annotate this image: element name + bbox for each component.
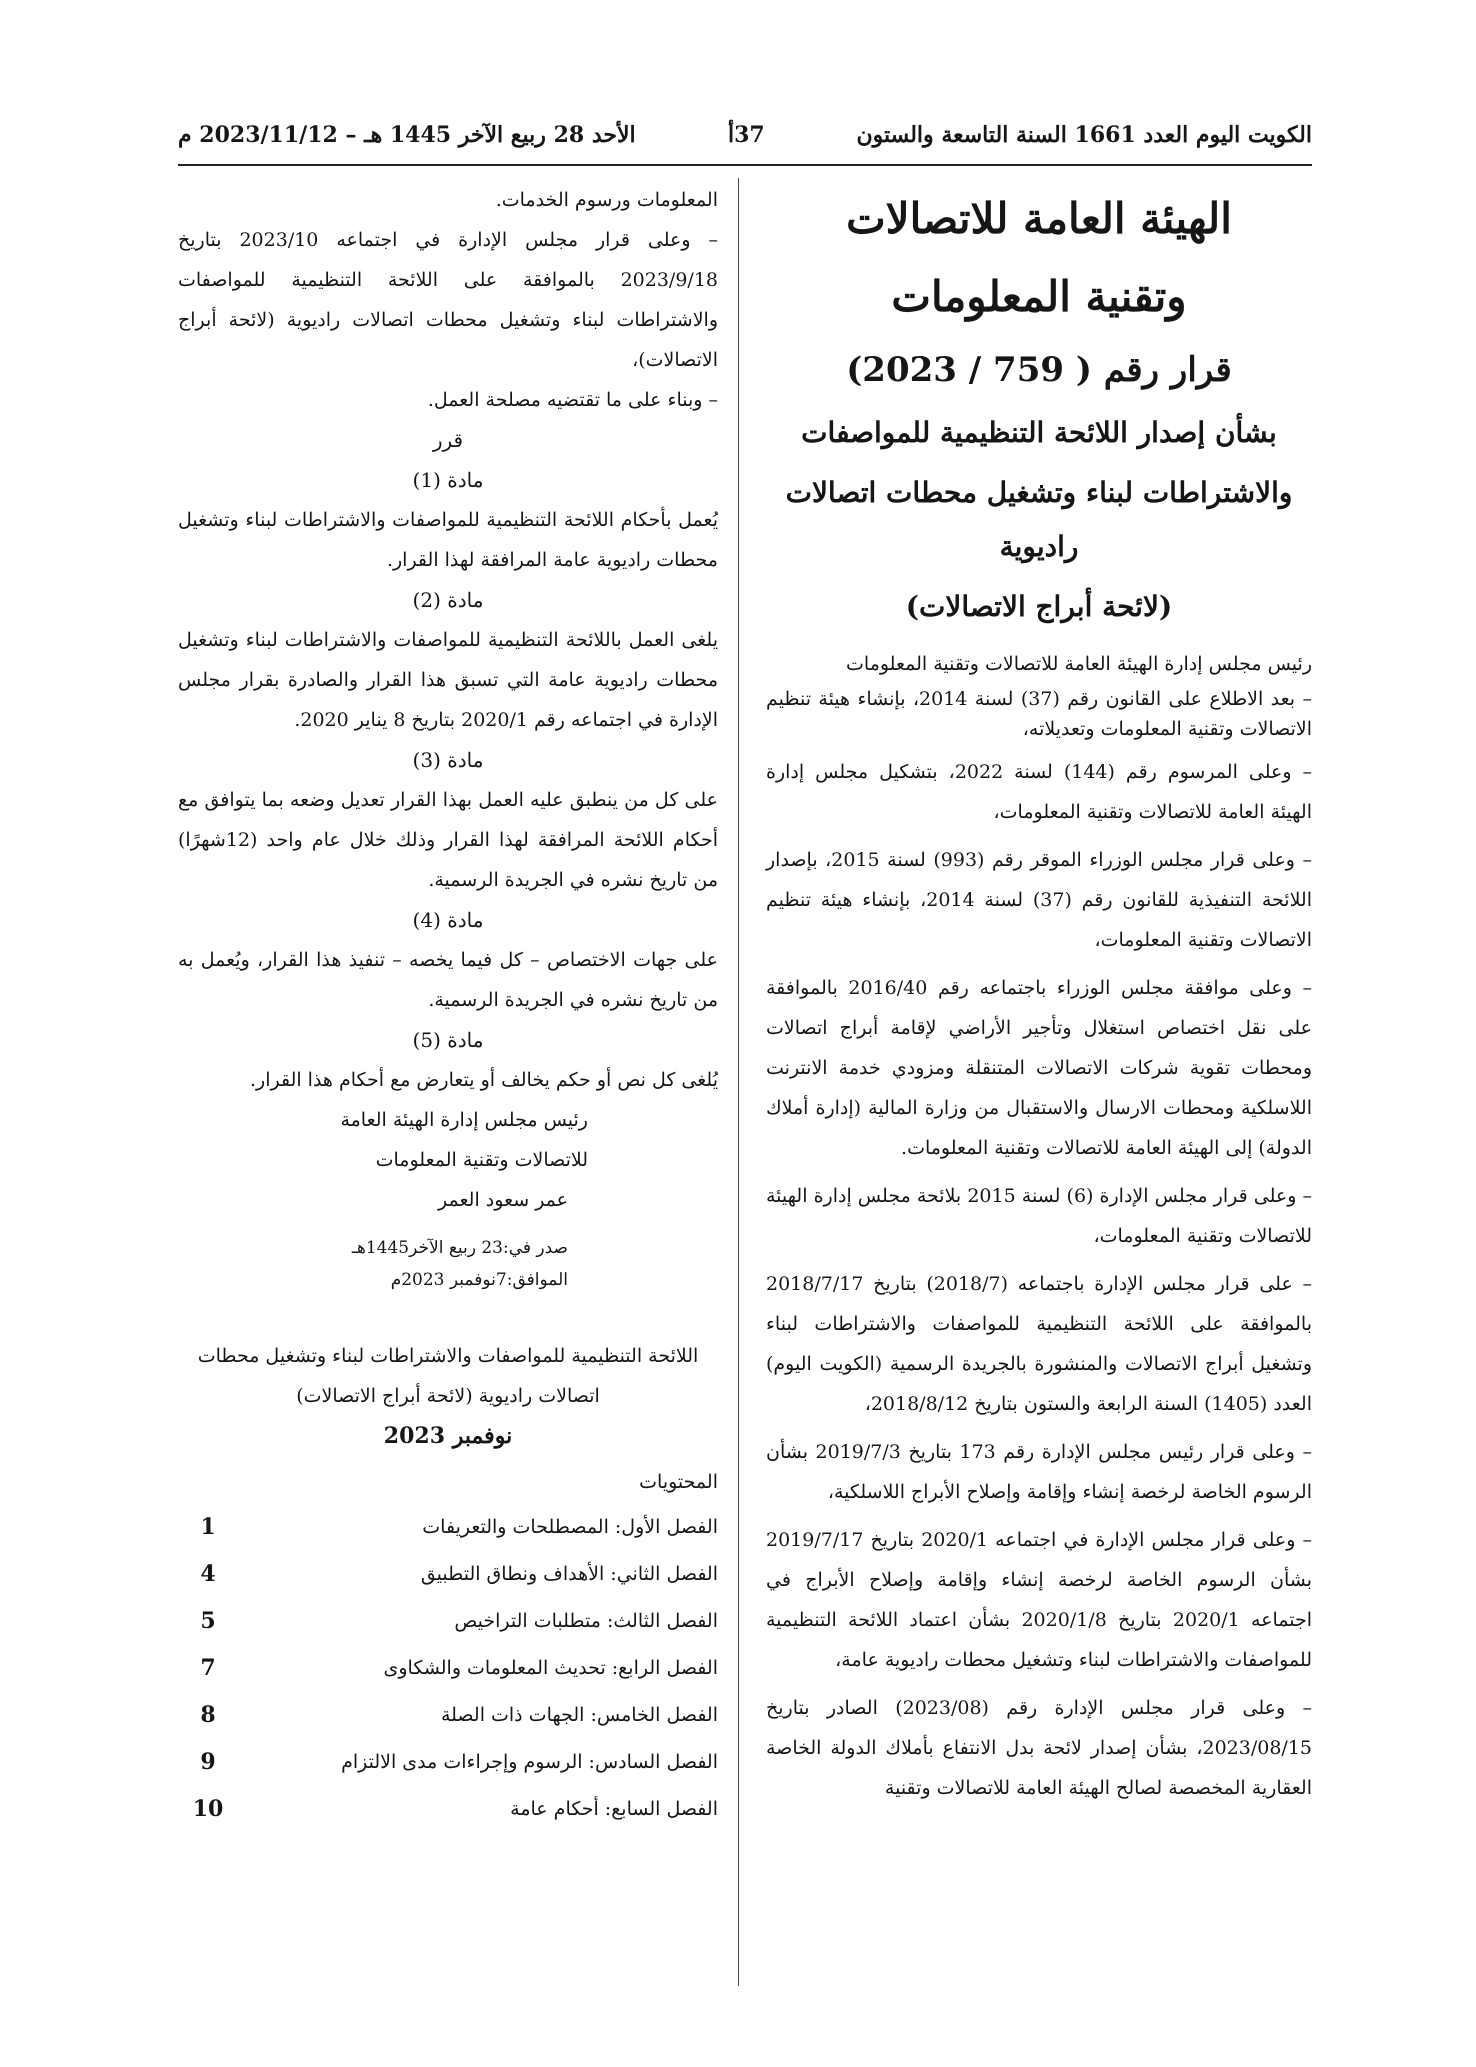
toc-row xyxy=(178,1504,718,1551)
issuer-line: رئيس مجلس إدارة الهيئة العامة للاتصالات وتقنية المعلومات xyxy=(846,653,1312,675)
recital: – وعلى المرسوم رقم (144) لسنة 2022، بتشكيل مجلس إدارة الهيئة العامة للاتصالات وتقنية المعلومات، xyxy=(766,761,1312,823)
decided-heading: قرر xyxy=(432,428,464,452)
article-1-title: مادة (1) xyxy=(412,468,484,492)
toc-row xyxy=(178,1692,718,1739)
toc-title: الفصل السادس: الرسوم وإجراءات مدى الالتزام xyxy=(341,1751,718,1773)
article-3-text: على كل من ينطبق عليه العمل بهذا القرار تعديل وضعه بما يتوافق مع أحكام اللائحة المرافقة لهذا القرار وذلك خلال عام واحد (12شهرًا) من تاريخ نشره في الجريدة الرسمية. xyxy=(178,789,718,891)
header-issue-info: الكويت اليوم العدد 1661 السنة التاسعة والستون xyxy=(856,122,1312,148)
right-column xyxy=(766,180,1312,1808)
toc-heading: المحتويات xyxy=(639,1471,718,1493)
toc-page: 1 xyxy=(200,1514,216,1540)
recital: – وعلى قرار مجلس الإدارة في اجتماعه 2023/10 بتاريخ 2023/9/18 بالموافقة على اللائحة التنظيمية للمواصفات والاشتراطات لبناء وتشغيل محطات اتصالات راديوية (لائحة أبراج الاتصالات)، xyxy=(178,229,718,371)
toc-title: الفصل الأول: المصطلحات والتعريفات xyxy=(422,1516,718,1538)
signature-title-line2: للاتصالات وتقنية المعلومات xyxy=(375,1149,588,1171)
recital: – وعلى قرار مجلس الإدارة في اجتماعه 2020/1 بتاريخ 2019/7/17 بشأن الرسوم الخاصة لرخصة إنشاء وإقامة وإصلاح الأبراج في اجتماعه 2020/1 بتاريخ 2020/1/8 بشأن اعتماد اللائحة التنظيمية للمواصفات والاشتراطات لبناء وتشغيل محطات راديوية عامة، xyxy=(766,1529,1313,1671)
recital: – وعلى قرار مجلس الوزراء الموقر رقم (993) لسنة 2015، بإصدار اللائحة التنفيذية للقانون رقم (37) لسنة 2014، بإنشاء هيئة تنظيم الاتصالات وتقنية المعلومات، xyxy=(766,849,1313,951)
decision-subject-line2: والاشتراطات لبناء وتشغيل محطات اتصالات راديوية xyxy=(785,476,1293,563)
recital: – وعلى قرار مجلس الإدارة (6) لسنة 2015 بلائحة مجلس إدارة الهيئة للاتصالات وتقنية المعلومات، xyxy=(766,1185,1312,1247)
toc-title: الفصل الخامس: الجهات ذات الصلة xyxy=(440,1704,718,1726)
page-header xyxy=(178,118,1312,166)
table-of-contents xyxy=(178,1504,718,1833)
toc-page: 10 xyxy=(192,1796,224,1822)
recital-continuation: المعلومات ورسوم الخدمات. xyxy=(495,189,718,211)
article-5-title: مادة (5) xyxy=(412,1028,484,1052)
article-2-title: مادة (2) xyxy=(412,588,484,612)
decision-number: قرار رقم ( 759 / 2023) xyxy=(846,350,1232,390)
page-number: 37أ xyxy=(728,122,765,148)
signature-name: عمر سعود العمر xyxy=(438,1189,568,1211)
article-5-text: يُلغى كل نص أو حكم يخالف أو يتعارض مع أحكام هذا القرار. xyxy=(249,1069,718,1091)
article-4-title: مادة (4) xyxy=(412,908,484,932)
recital: – وعلى قرار مجلس الإدارة رقم (2023/08) الصادر بتاريخ 2023/08/15، بشأن إصدار لائحة بدل الانتفاع بأملاك الدولة الخاصة العقارية المخصصة لصالح الهيئة العامة للاتصالات وتقنية xyxy=(766,1697,1313,1799)
recital: – بعد الاطلاع على القانون رقم (37) لسنة 2014، بإنشاء هيئة تنظيم الاتصالات وتقنية المعلومات وتعديلاته، xyxy=(766,688,1312,740)
article-3-title: مادة (3) xyxy=(412,748,484,772)
recital: – وعلى موافقة مجلس الوزراء باجتماعه رقم 2016/40 بالموافقة على نقل اختصاص استغلال وتأجير الأراضي لإقامة أبراج اتصالات ومحطات تقوية شركات الاتصالات المتنقلة ومزودي خدمة الانترنت اللاسلكية ومحطات الارسال والاستقبال من وزارة المالية (إدارة أملاك الدولة) إلى الهيئة العامة للاتصالات وتقنية المعلومات. xyxy=(766,977,1312,1159)
article-2-text: يلغى العمل باللائحة التنظيمية للمواصفات والاشتراطات لبناء وتشغيل محطات راديوية عامة التي تسبق هذا القرار والصادرة بقرار مجلس الإدارة في اجتماعه رقم 2020/1 بتاريخ 8 يناير 2020. xyxy=(178,629,718,731)
recital: – وعلى قرار رئيس مجلس الإدارة رقم 173 بتاريخ 2019/7/3 بشأن الرسوم الخاصة لرخصة إنشاء وإقامة وإصلاح الأبراج اللاسلكية، xyxy=(766,1441,1312,1503)
column-divider xyxy=(738,178,739,1986)
recital: – على قرار مجلس الإدارة باجتماعه (2018/7) بتاريخ 2018/7/17 بالموافقة على اللائحة التنظيمية للمواصفات والاشتراطات لبناء وتشغيل أبراج الاتصالات والمنشورة بالجريدة الرسمية (الكويت اليوم) العدد (1405) السنة الرابعة والستون بتاريخ 2018/8/12، xyxy=(766,1273,1312,1415)
issued-date: صدر في:23 ربيع الآخر1445هـ xyxy=(351,1238,568,1258)
toc-page: 5 xyxy=(200,1608,216,1634)
authority-name-line1: الهيئة العامة للاتصالات xyxy=(846,194,1232,243)
toc-title: الفصل السابع: أحكام عامة xyxy=(510,1798,718,1820)
authority-name-line2: وتقنية المعلومات xyxy=(891,272,1187,321)
toc-page: 9 xyxy=(200,1749,216,1775)
regulation-date: نوفمبر 2023 xyxy=(383,1423,513,1449)
toc-row xyxy=(178,1598,718,1645)
corresponding-date: الموافق:7نوفمبر 2023م xyxy=(390,1270,568,1290)
left-column xyxy=(178,180,718,1833)
toc-row xyxy=(178,1786,718,1833)
regulation-title: اللائحة التنظيمية للمواصفات والاشتراطات لبناء وتشغيل محطات اتصالات راديوية (لائحة أبراج الاتصالات) xyxy=(197,1345,699,1407)
article-1-text: يُعمل بأحكام اللائحة التنظيمية للمواصفات والاشتراطات لبناء وتشغيل محطات راديوية عامة المرافقة لهذا القرار. xyxy=(178,509,718,571)
toc-page: 4 xyxy=(200,1561,216,1587)
toc-row xyxy=(178,1645,718,1692)
header-date: الأحد 28 ربيع الآخر 1445 هـ – 2023/11/12 م xyxy=(178,122,636,148)
article-4-text: على جهات الاختصاص – كل فيما يخصه – تنفيذ هذا القرار، ويُعمل به من تاريخ نشره في الجريدة الرسمية. xyxy=(178,949,718,1011)
toc-title: الفصل الثالث: متطلبات التراخيص xyxy=(454,1610,718,1632)
toc-title: الفصل الرابع: تحديث المعلومات والشكاوى xyxy=(383,1657,718,1679)
decision-subject-line1: بشأن إصدار اللائحة التنظيمية للمواصفات xyxy=(801,416,1277,449)
toc-page: 8 xyxy=(200,1702,216,1728)
toc-title: الفصل الثاني: الأهداف ونطاق التطبيق xyxy=(420,1563,718,1585)
signature-title-line1: رئيس مجلس إدارة الهيئة العامة xyxy=(340,1109,588,1131)
toc-row xyxy=(178,1551,718,1598)
decision-subject-line3: (لائحة أبراج الاتصالات) xyxy=(905,590,1173,623)
recital: – وبناء على ما تقتضيه مصلحة العمل. xyxy=(427,389,718,411)
toc-row xyxy=(178,1739,718,1786)
toc-page: 7 xyxy=(200,1655,216,1681)
